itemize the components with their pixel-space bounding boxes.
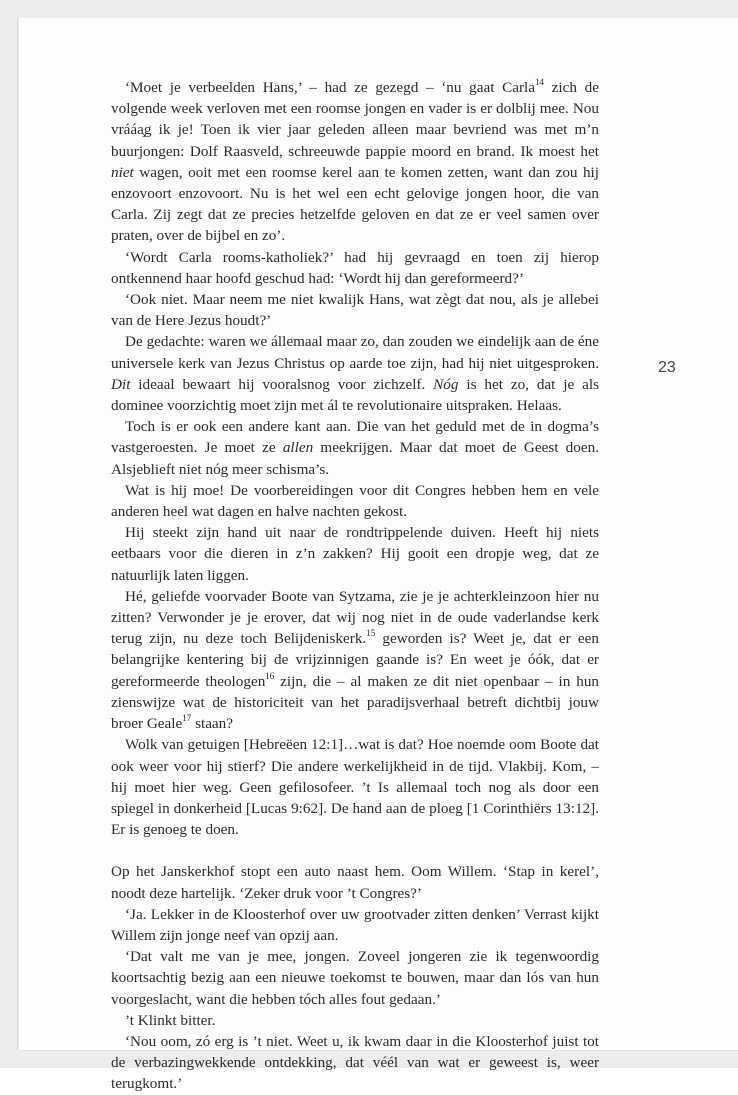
text-run: ‘Dat valt me van je mee, jongen. Zoveel jongeren zie ik tegenwoordig koortsachtig bezig aan een nieuwe toekomst te bouwen, maar dan lós van hun voorgeslacht, want die hebben tóch alles fout gedaan.’ <box>111 948 599 1008</box>
footnote-ref: 14 <box>535 76 545 87</box>
paragraph <box>111 289 599 331</box>
text-run: ‘Nou oom, zó erg is ’t niet. Weet u, ik kwam daar in die Kloosterhof juist tot de verbazingwekkende ontdekking, dat véél van wat er geweest is, weer terugkomt.’ <box>111 1032 599 1093</box>
text-run: meekrijgen. Maar dat moet de Geest doen. Alsjeblieft niet nóg meer schisma’s. <box>111 439 599 478</box>
emphasis-text: allen <box>282 439 314 457</box>
footnote-ref: 17 <box>182 713 192 724</box>
paragraph <box>111 1031 599 1095</box>
text-run: De gedachte: waren we állemaal maar zo, dan zouden we eindelijk aan de éne universele kerk van Jezus Christus op aarde toe zijn, had hij niet uitgesproken. <box>111 333 599 372</box>
text-run: Op het Janskerkhof stopt een auto naast hem. Oom Willem. ‘Stap in kerel’, noodt deze hartelijk. ‘Zeker druk voor ’t Congres?’ <box>111 863 599 902</box>
paragraph <box>111 331 599 416</box>
side-running-head-bleed <box>708 640 720 950</box>
text-run: staan? <box>191 715 234 733</box>
text-run: wagen, ooit met een roomse kerel aan te komen zetten, want dan zou hij enzovoort enzovoort. Nu is het wel een echt gelovige jongen hoor, die van Carla. Zij zegt dat ze precies hetzelfde geloven en dat ze er veel samen over praten, over de bijbel en zo’. <box>111 163 599 245</box>
text-run: Hé, geliefde voorvader Boote van Sytzama, zie je je achterkleinzoon hier nu zitten? Verwonder je je erover, dat wij nog niet in de oude vaderlandse kerk terug zijn, nu deze toch Belijdeniskerk. <box>111 587 599 648</box>
body-text <box>111 77 599 1095</box>
paragraph <box>111 480 599 522</box>
text-run: geworden is? Weet je, dat er een belangrijke kentering bij de vrijzinnigen gaande is? En weet je óók, dat er gereformeerde theologen <box>111 630 599 690</box>
text-run: zijn, die – al maken ze dit niet openbaar – in hun zienswijze wat de historiciteit van het paradijsverhaal betreft dichtbij jouw broer Geale <box>111 672 600 733</box>
footnote-ref: 16 <box>265 670 275 681</box>
paragraph <box>111 416 599 480</box>
paragraph <box>111 904 599 946</box>
text-run: ‘Ja. Lekker in de Kloosterhof over uw grootvader zitten denken’ Verrast kijkt Willem zijn jonge neef van opzij aan. <box>111 905 599 944</box>
text-run: ’t Klinkt bitter. <box>125 1011 216 1029</box>
text-run: is het zo, dat je als dominee voorzichtig moet zijn met ál te revolutionaire uitspraken. Helaas. <box>111 375 600 415</box>
emphasis-text: niet <box>111 163 134 181</box>
paragraph <box>111 734 599 840</box>
text-run: zich de volgende week verloven met een roomse jongen en vader is er dolblij mee. Nou vrááa̧g ik je! Toen ik vier jaar geleden alleen maar bevriend was met m’n buurjongen: Dolf Raasveld, schreeuwde pappie moord en brand. Ik moest het <box>111 79 599 160</box>
text-run: ‘Ook niet. Maar neem me niet kwalijk Hans, wat zègt dat nou, als je allebei van de Here Jezus houdt?’ <box>111 291 599 330</box>
footnote-ref: 15 <box>366 628 376 639</box>
paragraph <box>111 247 599 289</box>
emphasis-text: Dit <box>111 375 131 393</box>
paragraph <box>111 861 599 903</box>
paragraph <box>111 522 599 586</box>
text-run: Wat is hij moe! De voorbereidingen voor dit Congres hebben hem en vele anderen heel wat dagen en halve nachten gekost. <box>111 481 599 521</box>
page-edge-line <box>18 18 19 1050</box>
emphasis-text: Nóg <box>433 375 459 393</box>
text-run: Toch is er ook een andere kant aan. Die van het geduld met de in dogma’s vastgeroesten. Je moet ze <box>111 418 599 457</box>
text-run: Wolk van getuigen [Hebreëen 12:1]…wat is dat? Hoe noemde oom Boote dat ook weer voor hij stierf? Die andere werkelijkheid in de tijd. Vlakbij. Kom, – hij moet hier weg. Geen gefilosofeer. ’t Is allemaal toch nog als door een spiegel in donkerheid [Lucas 9:62]. De hand aan de ploeg [1 Corinthiërs 13:12]. Er is genoeg te doen. <box>111 736 599 839</box>
page-number: 23 <box>658 359 676 376</box>
text-run: ‘Moet je verbeelden Hans,’ – had ze gezegd – ‘nu gaat Carla <box>125 79 536 96</box>
text-run: ‘Wordt Carla rooms-katholiek?’ had hij gevraagd en toen zij hierop ontkennend haar hoofd geschud had: ‘Wordt hij dan gereformeerd?’ <box>111 248 599 287</box>
paragraph <box>111 586 599 734</box>
paragraph <box>111 946 599 1010</box>
text-run: Hij steekt zijn hand uit naar de rondtrippelende duiven. Heeft hij niets eetbaars voor die dieren in z’n zakken? Hij gooit een dropje weg, dat ze natuurlijk laten liggen. <box>111 524 599 584</box>
paragraph <box>111 77 599 247</box>
paragraph <box>111 1010 599 1031</box>
text-run: ideaal bewaart hij vooralsnog voor zichzelf. <box>130 375 434 393</box>
